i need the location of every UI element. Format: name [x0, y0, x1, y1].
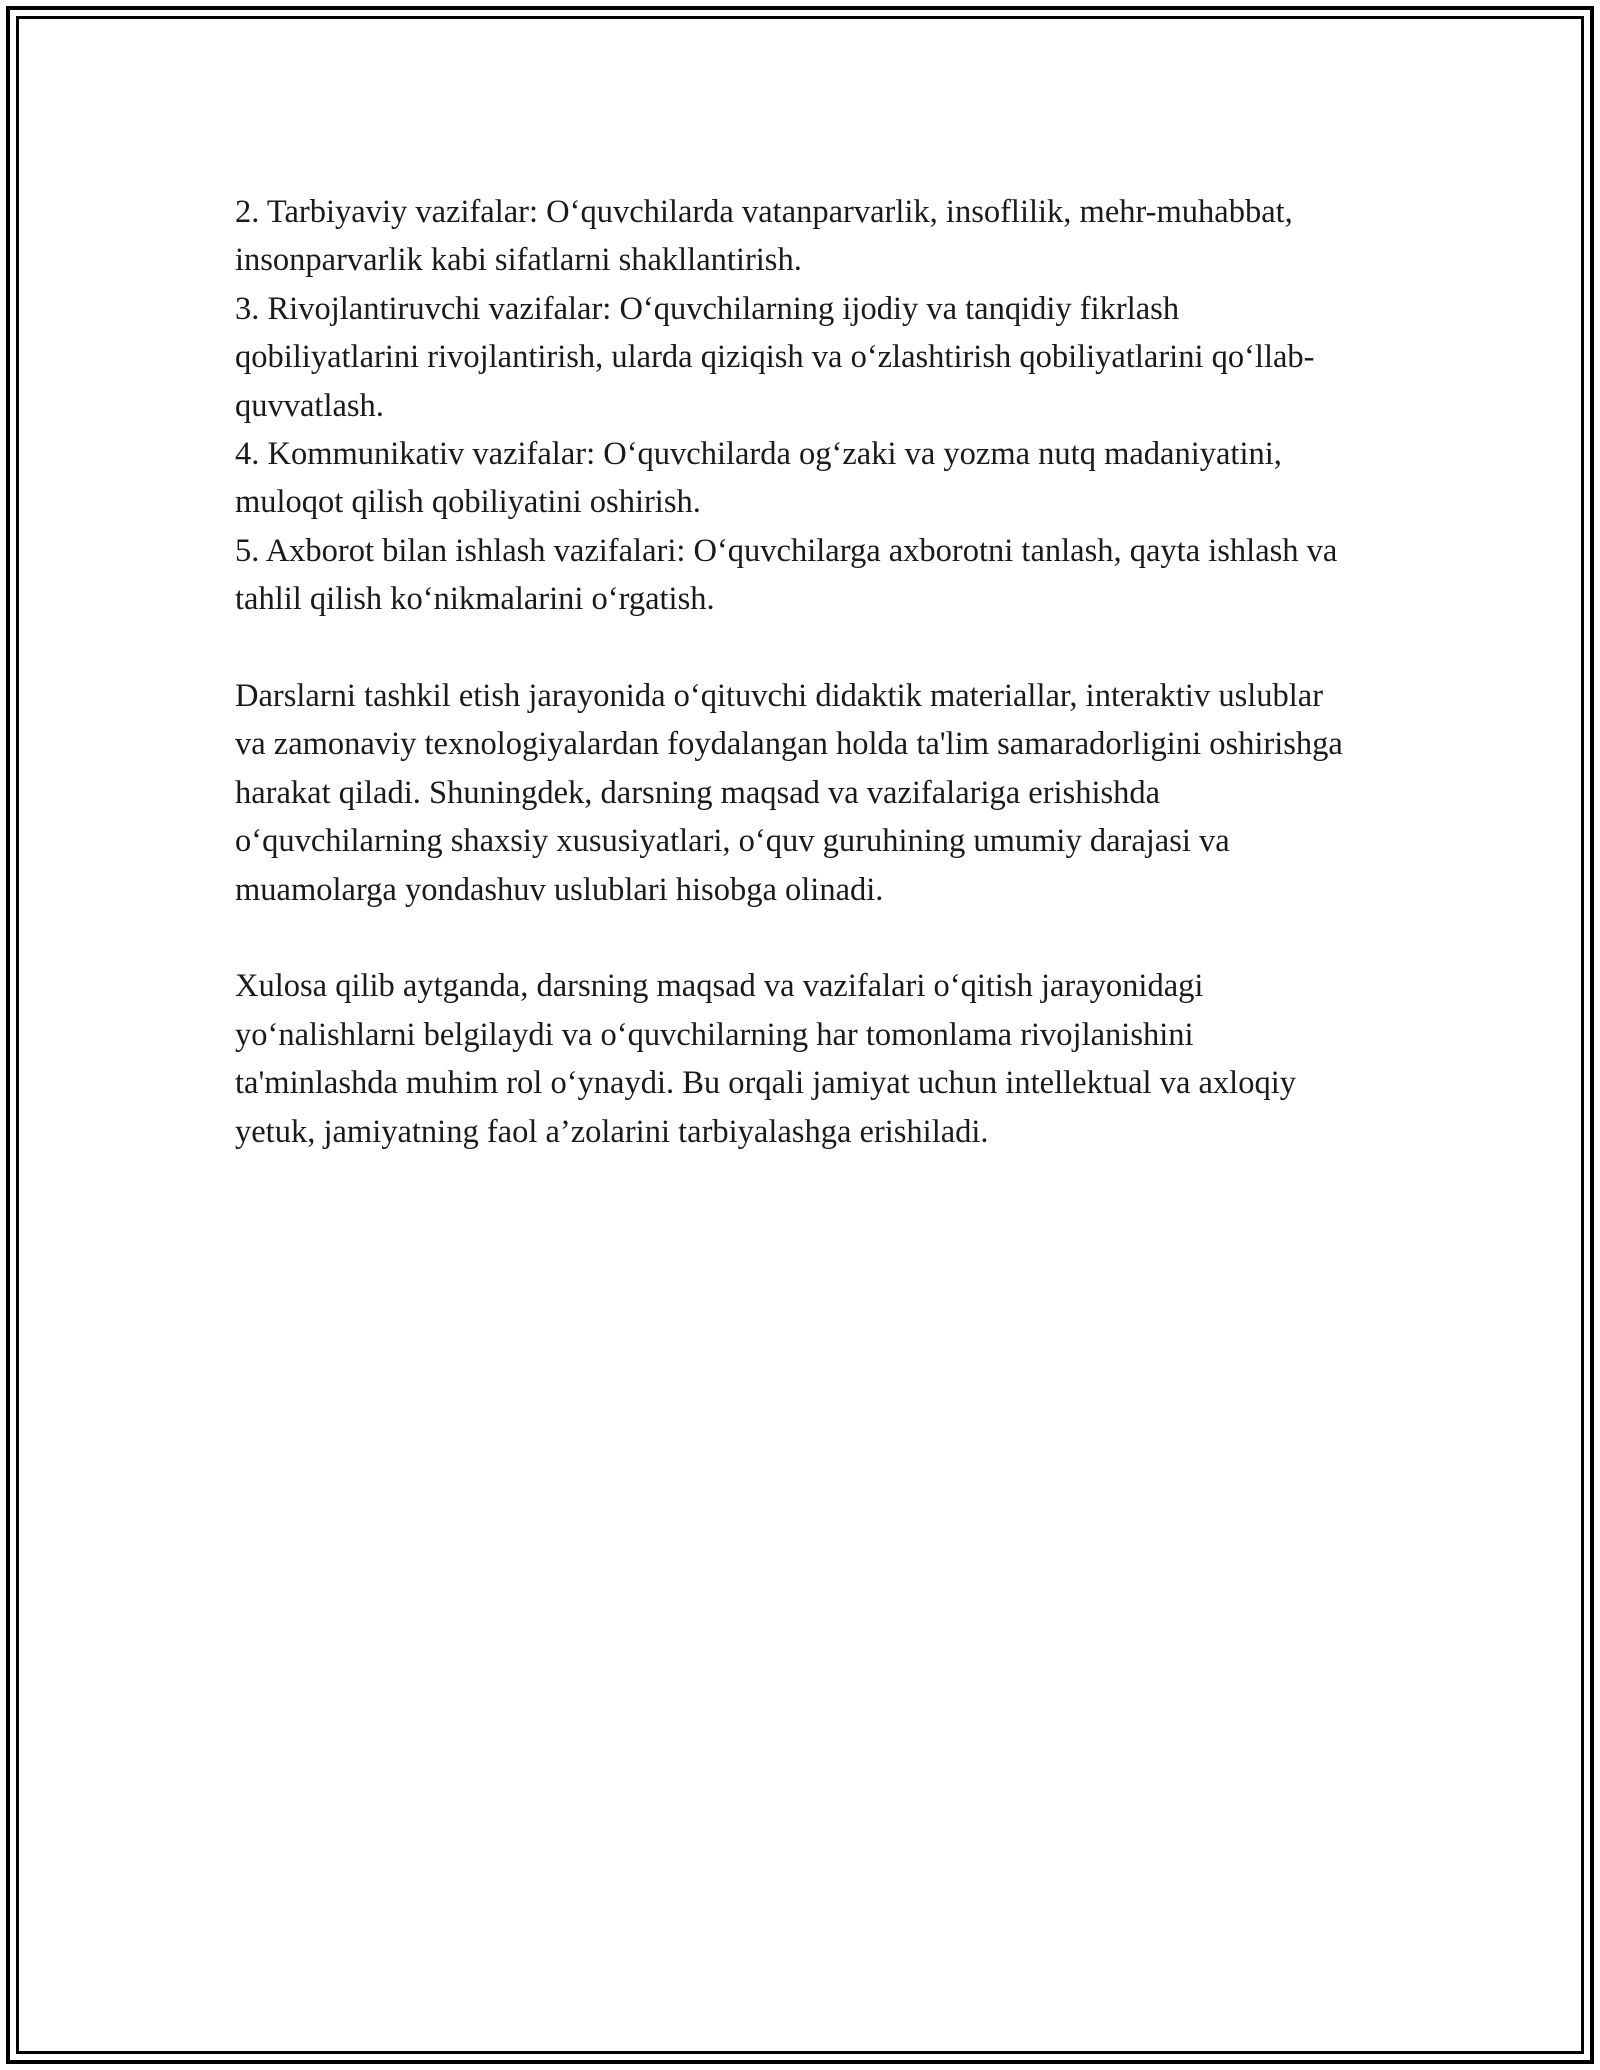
list-item-axborot: 5. Axborot bilan ishlash vazifalari: O‘quvchilarga axborotni tanlash, qayta ishlash va tahlil qilish ko‘nikmalarini o‘rgatish. — [235, 532, 1338, 618]
document-body — [235, 188, 1355, 1156]
paragraph-xulosa: Xulosa qilib aytganda, darsning maqsad va vazifalari o‘qitish jarayonidagi yo‘nalishlarni belgilaydi va o‘quvchilarning har tomonlama rivojlanishini ta'minlashda muhim rol o‘ynaydi. Bu orqali jamiyat uchun intellektual va axloqiy yetuk, jamiyatning faol a’zolarini tarbiyalashga erishiladi. — [235, 968, 1296, 1150]
paragraph-spacer — [235, 624, 1355, 672]
paragraph-spacer — [235, 914, 1355, 962]
list-item-kommunikativ: 4. Kommunikativ vazifalar: O‘quvchilarda og‘zaki va yozma nutq madaniyatini, muloqot qilish qobiliyatini oshirish. — [235, 436, 1282, 521]
paragraph-didaktik: Darslarni tashkil etish jarayonida o‘qituvchi didaktik materiallar, interaktiv uslublar va zamonaviy texnologiyalardan foydalangan holda ta'lim samaradorligini oshirishga harakat qiladi. Shuningdek, darsning maqsad va vazifalariga erishishda o‘quvchilarning shaxsiy xususiyatlari, o‘quv guruhining umumiy darajasi va muamolarga yondashuv uslublari hisobga olinadi. — [235, 678, 1343, 908]
list-item-tarbiyaviy: 2. Tarbiyaviy vazifalar: O‘quvchilarda vatanparvarlik, insoflilik, mehr-muhabbat, insonparvarlik kabi sifatlarni shakllantirish. — [235, 194, 1293, 279]
list-item-rivojlantiruvchi: 3. Rivojlantiruvchi vazifalar: O‘quvchilarning ijodiy va tanqidiy fikrlash qobiliyatlarini rivojlantirish, ularda qiziqish va o‘zlashtirish qobiliyatlarini qo‘llab-quvvatlash. — [235, 290, 1315, 424]
